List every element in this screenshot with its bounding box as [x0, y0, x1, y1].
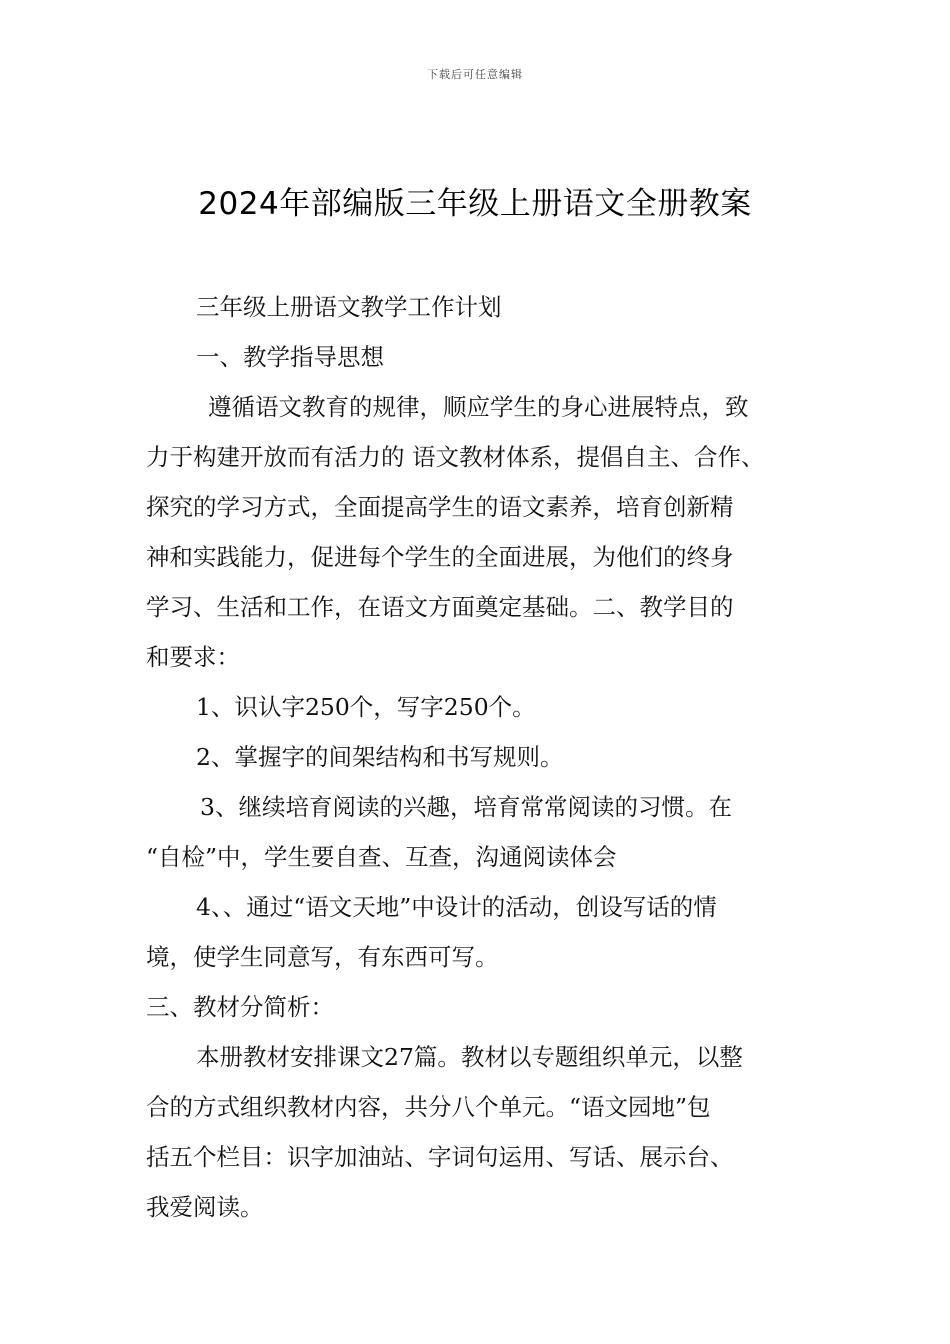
list-item-4: 4、、通过“语文天地”中设计的活动，创设写话的情 [196, 893, 717, 921]
section-heading-guiding-ideology: 一、教学指导思想 [196, 343, 384, 371]
header-note: 下载后可任意编辑 [427, 68, 523, 81]
paragraph-line: 我爱阅读。 [146, 1193, 264, 1221]
plan-heading: 三年级上册语文教学工作计划 [196, 293, 502, 321]
paragraph-line: 神和实践能力，促进每个学生的全面进展，为他们的终身 [146, 543, 734, 571]
paragraph-line: 和要求： [146, 643, 240, 671]
list-item-1: 1、识认字250个，写字250个。 [196, 693, 536, 721]
paragraph-line: 力于构建开放而有活力的 语文教材体系，提倡自主、合作、 [146, 443, 765, 471]
paragraph-line: 本册教材安排课文27篇。教材以专题组织单元，以整 [196, 1043, 743, 1071]
document-title: 2024年部编版三年级上册语文全册教案 [198, 186, 752, 222]
paragraph-line: “自检”中，学生要自查、互查，沟通阅读体会 [146, 843, 617, 871]
paragraph-line: 探究的学习方式，全面提高学生的语文素养，培育创新精 [146, 493, 734, 521]
paragraph-line: 境，使学生同意写，有东西可写。 [146, 943, 499, 971]
paragraph-line: 遵循语文教育的规律，顺应学生的身心进展特点，致 [208, 393, 749, 421]
document-body [146, 282, 811, 1232]
paragraph-line: 括五个栏目：识字加油站、字词句运用、写话、展示台、 [146, 1143, 734, 1171]
list-item-3: 3、继续培育阅读的兴趣，培育常常阅读的习惯。在 [200, 793, 732, 821]
list-item-2: 2、掌握字的间架结构和书写规则。 [196, 743, 564, 771]
paragraph-line: 学习、生活和工作，在语文方面奠定基础。二、教学目的 [146, 593, 734, 621]
section-heading-textbook-analysis: 三、教材分简析： [146, 993, 334, 1021]
paragraph-line: 合的方式组织教材内容，共分八个单元。“语文园地”包 [146, 1093, 711, 1121]
